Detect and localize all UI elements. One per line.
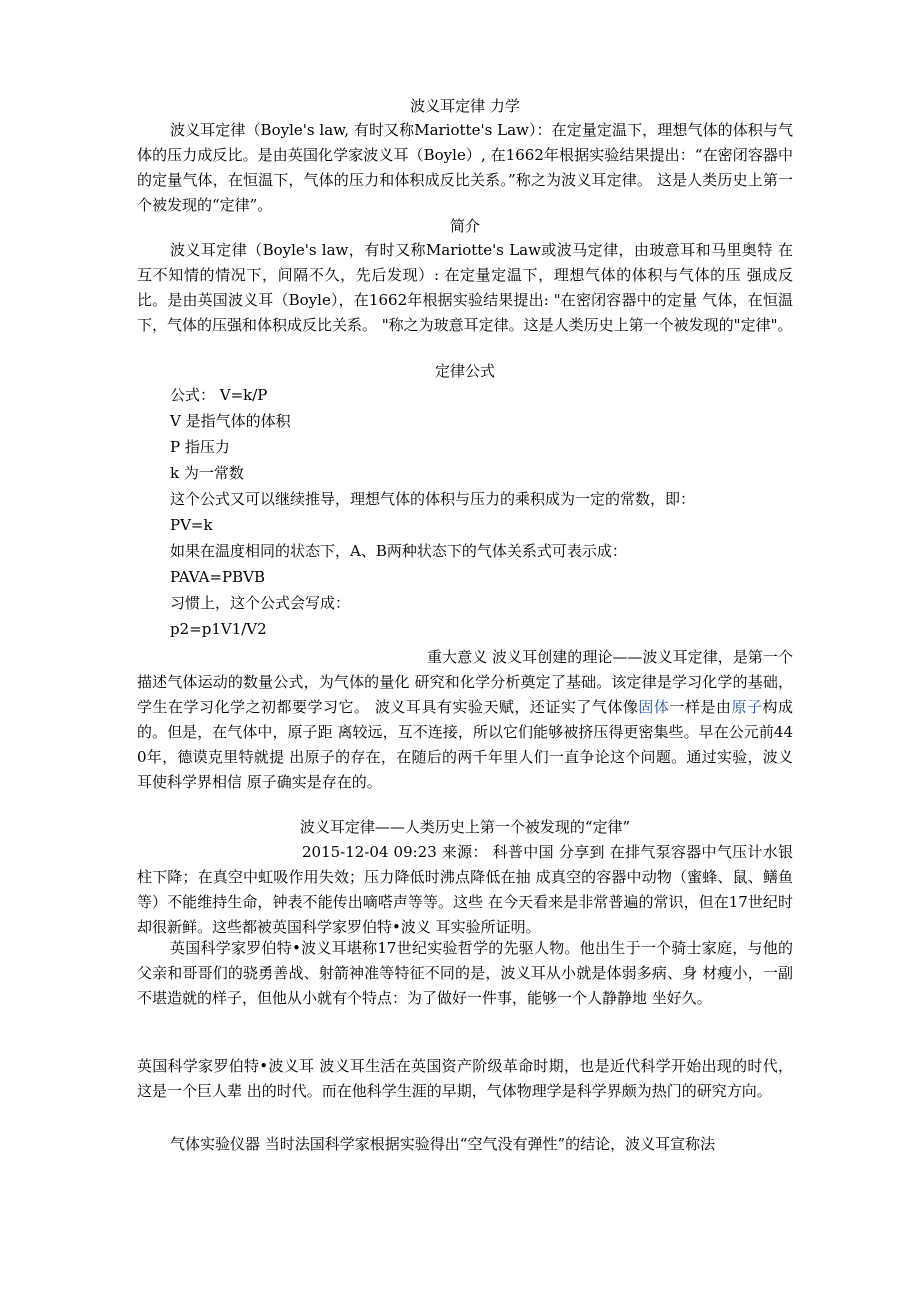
heading-jianjie: 简介 — [449, 217, 480, 235]
significance-text: 一样是由 — [669, 698, 732, 716]
article-paragraph: 气体实验仪器 当时法国科学家根据实验得出“空气没有弹性”的结论，波义耳宣称法 — [170, 1135, 716, 1153]
significance-paragraph — [137, 645, 793, 795]
link-solid[interactable]: 固体 — [638, 698, 670, 716]
page-title: 波义耳定律 力学 — [410, 97, 520, 115]
formula-line: PV=k — [170, 516, 213, 534]
formula-line: 如果在温度相同的状态下，A、B两种状态下的气体关系式可表示成： — [170, 542, 627, 560]
jianjie-paragraph: 波义耳定律（Boyle's law，有时又称Mariotte's Law或波马定律，由玻意耳和马里奥特 在互不知情的情况下，间隔不久，先后发现）: 在定量定温下，理想气体的体积与气体的压 强成反比。是由英国波义耳（Boyle），在1662年根据实验结果提出: "在密闭容器中的定量 气体，在恒温下，气体的压强和体积成反比关系。 "称之为玻意耳定律。这是人类历史上第一个被发现的"定律"。 — [137, 241, 793, 334]
formula-line: 习惯上，这个公式会写成： — [170, 594, 351, 612]
article-paragraph: 英国科学家罗伯特•波义耳 波义耳生活在英国资产阶级革命时期，也是近代科学开始出现的时代，这是一个巨人辈 出的时代。而在他科学生涯的早期，气体物理学是科学界颇为热门的研究方向。 — [137, 1057, 793, 1100]
formula-line: k 为一常数 — [170, 464, 244, 482]
formula-line: p2=p1V1/V2 — [170, 620, 267, 638]
article-paragraph: 英国科学家罗伯特•波义耳堪称17世纪实验哲学的先驱人物。他出生于一个骑士家庭，与他的父亲和哥哥们的骁勇善战、射箭神准等特征不同的是，波义耳从小就是体弱多病、身 材瘦小，一副不堪造就的样子，但他从小就有个特点：为了做好一件事，能够一个人静静地 坐好久。 — [137, 939, 793, 1007]
heading-formula: 定律公式 — [434, 362, 495, 380]
formula-line: PAVA=PBVB — [170, 568, 265, 586]
article-first-paragraph — [137, 840, 793, 940]
formula-line: 公式： V=k/P — [170, 386, 268, 404]
formula-line: P 指压力 — [170, 438, 230, 456]
significance-text: 重大意义 波义耳创建的理论——波义耳定律，是第一个描述气体运动的数量公式，为气体的量化 研究和化学分析奠定了基础。该定律是学习化学的基础，学生在学习化学之初都要学习它。 波义耳具有实验天赋，还证实了气体像 — [137, 648, 793, 716]
link-atom[interactable]: 原子 — [731, 698, 763, 716]
intro-paragraph: 波义耳定律（Boyle's law, 有时又称Mariotte's Law）：在定量定温下，理想气体的体积与气体的压力成反比。是由英国化学家波义耳（Boyle）, 在1662年根据实验结果提出：“在密闭容器中的定量气体，在恒温下，气体的压力和体积成反比关系。”称之为波义耳定律。 这是人类历史上第一个被发现的“定律”。 — [137, 121, 793, 214]
article-byline: 2015-12-04 09:23 来源： 科普中国 分享到 — [302, 843, 605, 861]
significance-text: 构成的。但是，在气体中，原子距 离较远，互不连接，所以它们能够被挤压得更密集些。早在公元前440年，德谟克里特就提 出原子的存在，在随后的两千年里人们一直争论这个问题。通过实验，波义耳使科学界相信 原子确实是存在的。 — [137, 698, 793, 791]
formula-line: 这个公式又可以继续推导，理想气体的体积与压力的乘积成为一定的常数，即： — [170, 490, 696, 508]
formula-line: V 是指气体的体积 — [170, 412, 291, 430]
article-text: 在排气泵容器中气压计水银柱下降；在真空中虹吸作用失效；压力降低时沸点降低在抽 成真空的容器中动物（蜜蜂、鼠、鳝鱼等）不能维持生命，钟表不能传出嘀嗒声等等。这些 在今天看来是非常普遍的常识，但在17世纪时却很新鲜。这些都被英国科学家罗伯特•波义 耳实验所证明。 — [137, 843, 793, 936]
article-title: 波义耳定律——人类历史上第一个被发现的“定律” — [299, 818, 631, 836]
